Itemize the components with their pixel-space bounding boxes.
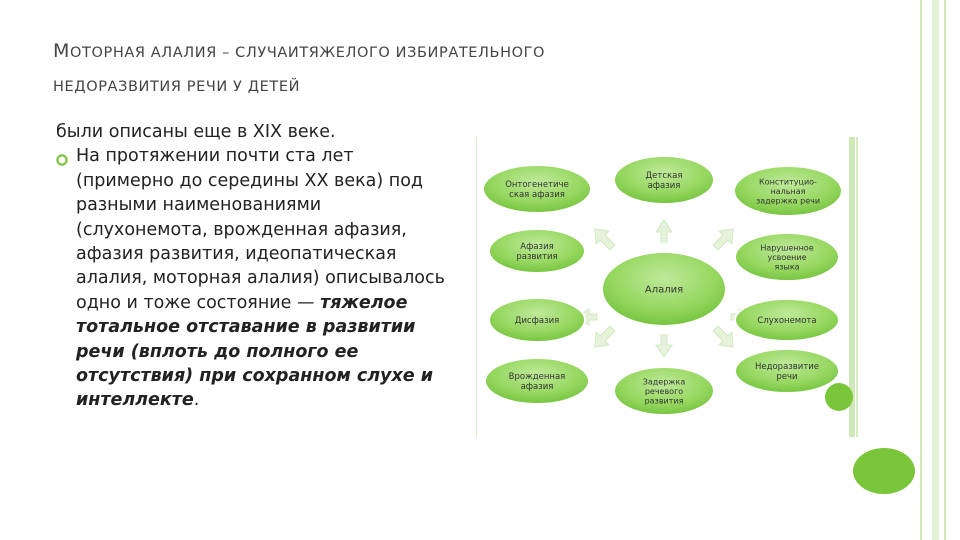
arrow-down-right-icon xyxy=(713,326,733,347)
diagram-node-label: усвоение xyxy=(767,252,807,262)
diagram-node-label: Онтогенетиче xyxy=(505,179,569,190)
title-line-1: ОТОРНАЯ АЛАЛИЯ – СЛУЧАИТЯЖЕЛОГО ИЗБИРАТЕЛЬНОГО xyxy=(70,45,546,61)
title-line-2: НЕДОРАЗВИТИЯ РЕЧИ У ДЕТЕЙ xyxy=(53,79,301,95)
diagram-node-label: развития xyxy=(644,396,684,406)
diagram-node-label: Дисфазия xyxy=(514,315,560,326)
decorative-stripe xyxy=(932,0,939,540)
lead-text: были описаны еще в XIX веке. xyxy=(56,122,336,142)
diagram-node-label: афазия xyxy=(647,180,681,191)
diagram-node-label: Слухонемота xyxy=(757,315,817,326)
decorative-dot xyxy=(853,448,915,494)
diagram-node-label: задержка речи xyxy=(755,196,821,206)
decorative-stripe xyxy=(944,0,946,540)
diagram-node-label: Задержка xyxy=(642,377,686,387)
alalia-diagram xyxy=(477,137,847,439)
arrow-up-icon xyxy=(656,220,672,242)
arrow-down-left-icon xyxy=(595,326,615,347)
diagram-center-label: Алалия xyxy=(644,284,684,296)
diagram-canvas xyxy=(477,137,847,439)
diagram-node-label: Детская xyxy=(645,170,683,181)
arrow-up-right-icon xyxy=(713,229,733,250)
diagram-node-label: Недоразвитие xyxy=(754,361,820,372)
diagram-node-label: Врожденная xyxy=(508,371,566,382)
diagram-node-label: Конституцио- xyxy=(759,177,817,187)
title-first-letter: М xyxy=(53,40,70,62)
diagram-node-label: нальная xyxy=(770,186,806,196)
diagram-node-label: Афазия xyxy=(520,241,554,252)
diagram-node-label: речи xyxy=(776,371,798,382)
bullet-plain-text: На протяжении почти ста лет (примерно до середины XX века) под разными наименованиями (слухонемота, врожденная афазия, афазия развития, идеопатическая алалия, моторная алалия) описывалось одно и тоже состояние — xyxy=(76,146,445,313)
arrow-up-left-icon xyxy=(595,229,615,250)
slide-title xyxy=(53,34,753,104)
diagram-node-label: языка xyxy=(774,262,800,272)
diagram-node-label: Нарушенное xyxy=(760,243,814,253)
bullet-text xyxy=(76,144,456,412)
diagram-node-label: развития xyxy=(516,251,558,262)
slide-body xyxy=(56,120,456,413)
decorative-stripe xyxy=(856,137,858,437)
bullet-end: . xyxy=(193,390,200,411)
diagram-node-label: ская афазия xyxy=(509,189,565,200)
bullet-item xyxy=(56,144,456,412)
diagram-nodes xyxy=(483,156,842,415)
decorative-dot xyxy=(825,383,853,411)
arrow-down-icon xyxy=(656,335,672,357)
diagram-node-label: речевого xyxy=(644,386,684,396)
diagram-node-label: афазия xyxy=(520,381,554,392)
bullet-icon xyxy=(56,144,76,412)
bullet-emphasis-text: тяжелое тотальное отставание в развитии речи (вплоть до полного ее отсутствия) при сохранном слухе и интеллекте xyxy=(76,292,433,411)
decorative-stripe xyxy=(920,0,922,540)
